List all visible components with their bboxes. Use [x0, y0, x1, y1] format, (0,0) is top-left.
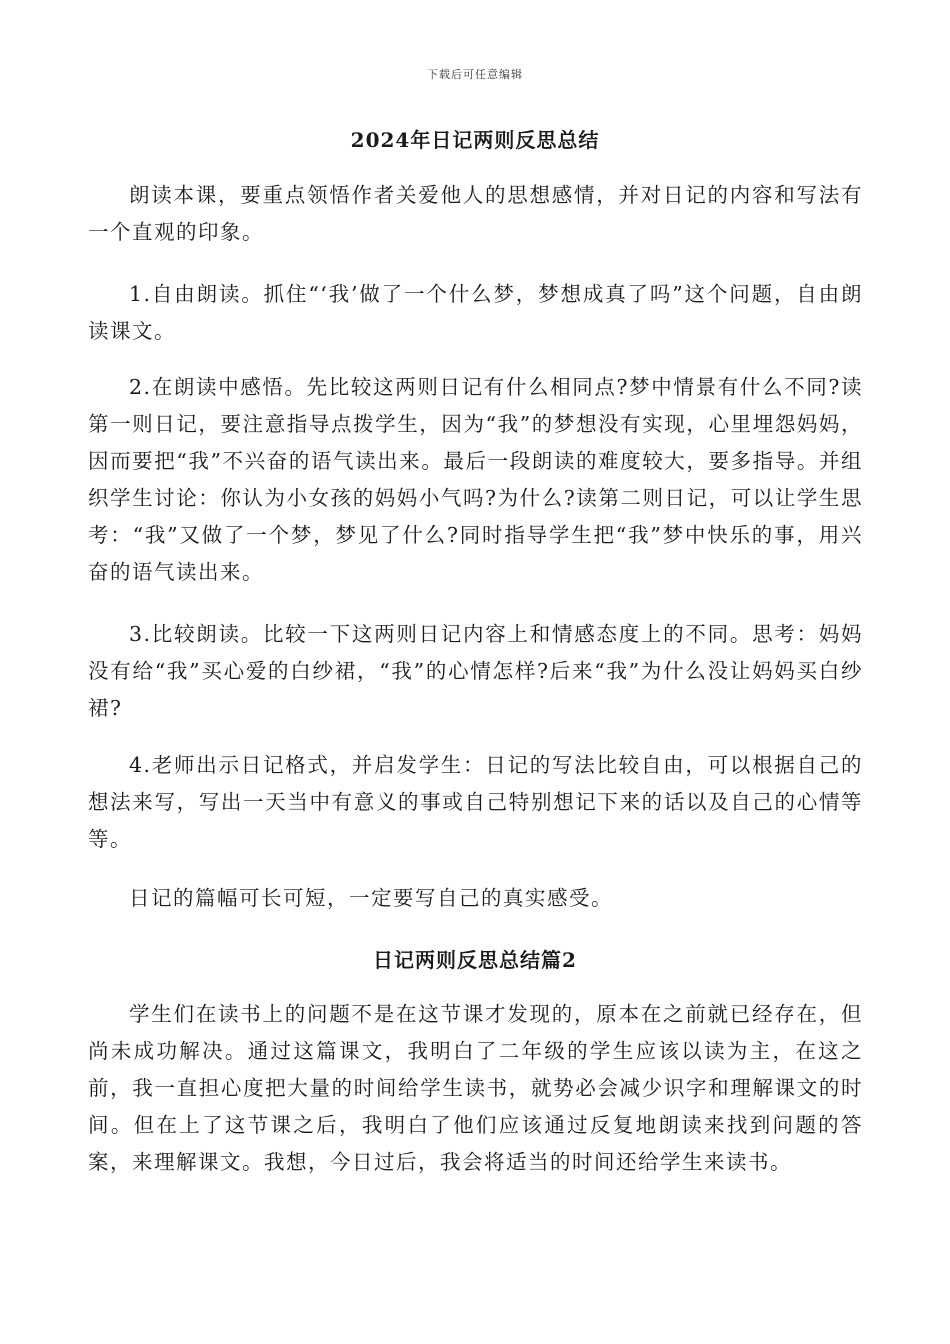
- paragraph-length-note: 日记的篇幅可长可短，一定要写自己的真实感受。: [129, 886, 613, 910]
- paragraph-intro: 朗读本课，要重点领悟作者关爱他人的思想感情，并对日记的内容和写法有一个直观的印象。: [88, 183, 863, 244]
- section-2-title: 日记两则反思总结篇2: [373, 948, 577, 972]
- paragraph-step-3: 3.比较朗读。比较一下这两则日记内容上和情感态度上的不同。思考：妈妈没有给“我”买心爱的白纱裙，“我”的心情怎样?后来“我”为什么没让妈妈买白纱裙?: [88, 622, 863, 720]
- paragraph-step-2: 2.在朗读中感悟。先比较这两则日记有什么相同点?梦中情景有什么不同?读第一则日记，要注意指导点拨学生，因为“我”的梦想没有实现，心里埋怨妈妈，因而要把“我”不兴奋的语气读出来。最后一段朗读的难度较大，要多指导。并组织学生讨论：你认为小女孩的妈妈小气吗?为什么?读第二则日记，可以让学生思考：“我”又做了一个梦，梦见了什么?同时指导学生把“我”梦中快乐的事，用兴奋的语气读出来。: [88, 375, 863, 584]
- paragraph-step-4: 4.老师出示日记格式，并启发学生：日记的写法比较自由，可以根据自己的想法来写，写出一天当中有意义的事或自己特别想记下来的话以及自己的心情等等。: [88, 753, 863, 851]
- section-2-paragraph: 学生们在读书上的问题不是在这节课才发现的，原本在之前就已经存在，但尚未成功解决。通过这篇课文，我明白了二年级的学生应该以读为主，在这之前，我一直担心度把大量的时间给学生读书，就势必会减少识字和理解课文的时间。但在上了这节课之后，我明白了他们应该通过反复地朗读来找到问题的答案，来理解课文。我想，今日过后，我会将适当的时间还给学生来读书。: [88, 1002, 863, 1174]
- paragraph-step-1: 1.自由朗读。抓住“‘我’做了一个什么梦，梦想成真了吗”这个问题，自由朗读课文。: [88, 282, 863, 343]
- document-title: 2024年日记两则反思总结: [350, 128, 600, 152]
- header-note: 下载后可任意编辑: [427, 68, 523, 81]
